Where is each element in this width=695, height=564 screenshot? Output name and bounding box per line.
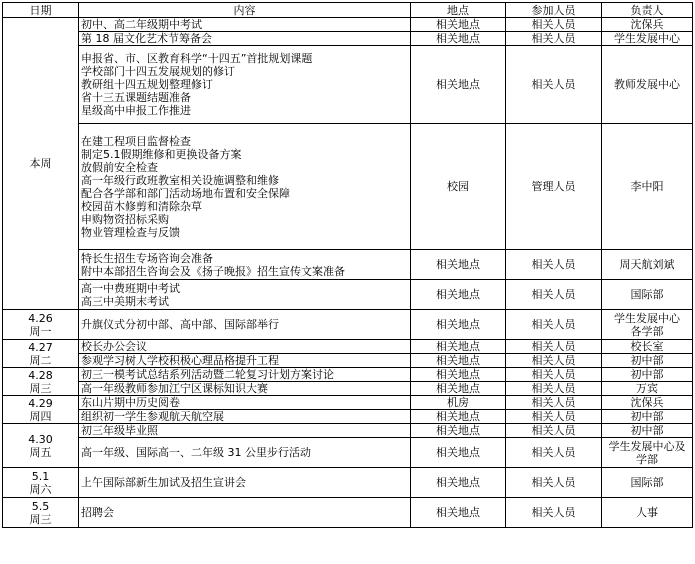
content-cell <box>79 368 411 382</box>
owner-line: 国际部 <box>630 288 664 301</box>
date-label: 5.5 <box>31 499 50 513</box>
place-cell: 机房 <box>411 396 506 410</box>
weekday-label: 周三 <box>29 381 52 395</box>
content-line: 高一年级、国际高一、二年级 31 公里步行活动 <box>81 446 311 459</box>
content-cell <box>79 382 411 396</box>
date-cell <box>3 468 79 498</box>
place-cell: 相关地点 <box>411 310 506 340</box>
place-cell: 相关地点 <box>411 468 506 498</box>
content-line: 上午国际部新生加试及招生宣讲会 <box>81 476 246 489</box>
owner-cell <box>602 368 693 382</box>
weekday-label: 周六 <box>29 482 52 496</box>
owner-cell <box>602 396 693 410</box>
content-cell <box>79 354 411 368</box>
owner-line: 万宾 <box>636 382 658 395</box>
owner-cell <box>602 498 693 528</box>
content-line: 教研组十四五规划整理修订 <box>81 78 213 91</box>
content-cell <box>79 410 411 424</box>
owner-cell <box>602 424 693 438</box>
table-row <box>3 280 693 310</box>
content-line: 制定5.1假期维修和更换设备方案 <box>81 147 242 161</box>
date-cell <box>3 498 79 528</box>
header-place: 地点 <box>411 3 506 18</box>
header-row <box>3 3 693 18</box>
content-cell <box>79 280 411 310</box>
participants-cell: 相关人员 <box>506 368 602 382</box>
content-cell <box>79 32 411 46</box>
table-row <box>3 46 693 124</box>
owner-line: 李中阳 <box>630 180 664 193</box>
content-line: 配合各学部和部门活动场地布置和安全保障 <box>81 186 290 200</box>
owner-line: 周天航刘斌 <box>619 258 675 271</box>
place-cell: 相关地点 <box>411 250 506 280</box>
content-line: 东山片期中历史阅卷 <box>81 396 180 409</box>
weekday-label: 周五 <box>29 445 52 459</box>
date-cell <box>3 368 79 396</box>
owner-cell <box>602 340 693 354</box>
place-cell: 相关地点 <box>411 368 506 382</box>
content-line: 初中、高二年级期中考试 <box>81 18 202 31</box>
content-line: 初三一模考试总结系列活动暨二轮复习计划方案讨论 <box>81 368 334 381</box>
weekday-label: 周一 <box>29 324 52 338</box>
content-line: 高三中美期末考试 <box>81 294 169 308</box>
table-row <box>3 396 693 410</box>
place-cell: 相关地点 <box>411 498 506 528</box>
date-cell <box>3 424 79 468</box>
date-cell <box>3 340 79 368</box>
table-row <box>3 32 693 46</box>
content-line: 参观学习树人学校积极心理品格提升工程 <box>81 354 279 367</box>
owner-line: 教师发展中心 <box>614 78 680 91</box>
owner-line: 初中部 <box>630 368 664 381</box>
date-cell <box>3 396 79 424</box>
content-line: 申购物资招标采购 <box>81 212 169 226</box>
content-line: 省十三五课题结题准备 <box>81 91 191 104</box>
content-cell <box>79 438 411 468</box>
table-row <box>3 424 693 438</box>
weekday-label: 周二 <box>29 353 52 367</box>
schedule-body <box>3 18 693 528</box>
owner-cell <box>602 124 693 250</box>
content-cell <box>79 46 411 124</box>
date-label: 5.1 <box>31 469 50 483</box>
date-label: 4.29 <box>28 396 53 410</box>
content-line: 在建工程项目监督检查 <box>81 134 191 148</box>
header-content: 内容 <box>79 3 411 18</box>
participants-cell: 相关人员 <box>506 498 602 528</box>
content-line: 组织初一学生参观航天航空展 <box>81 410 224 423</box>
date-label: 4.26 <box>28 311 53 325</box>
date-label: 4.30 <box>28 432 53 446</box>
table-row <box>3 250 693 280</box>
participants-cell: 相关人员 <box>506 46 602 124</box>
owner-cell <box>602 354 693 368</box>
place-cell: 相关地点 <box>411 46 506 124</box>
weekday-label: 周三 <box>29 512 52 526</box>
owner-line: 国际部 <box>630 476 664 489</box>
content-line: 高一年级行政班教室相关设施调整和维修 <box>81 173 279 187</box>
table-row <box>3 468 693 498</box>
date-cell <box>3 310 79 340</box>
content-cell <box>79 396 411 410</box>
table-row <box>3 498 693 528</box>
owner-cell <box>602 468 693 498</box>
content-line: 初三年级毕业照 <box>81 424 158 437</box>
owner-line: 初中部 <box>630 424 664 437</box>
owner-line: 学生发展中心 <box>614 311 680 325</box>
content-cell <box>79 424 411 438</box>
place-cell: 相关地点 <box>411 354 506 368</box>
content-line: 物业管理检查与反馈 <box>81 225 180 239</box>
content-cell <box>79 18 411 32</box>
owner-cell <box>602 46 693 124</box>
owner-line: 人事 <box>636 506 658 519</box>
content-line: 升旗仪式分初中部、高中部、国际部举行 <box>81 318 279 331</box>
content-cell <box>79 340 411 354</box>
content-line: 星级高中申报工作推进 <box>81 104 191 117</box>
owner-line: 沈保兵 <box>630 396 664 409</box>
participants-cell: 相关人员 <box>506 18 602 32</box>
table-row <box>3 410 693 424</box>
participants-cell: 相关人员 <box>506 424 602 438</box>
owner-line: 初中部 <box>630 410 664 423</box>
table-row <box>3 124 693 250</box>
table-row <box>3 368 693 382</box>
participants-cell: 相关人员 <box>506 32 602 46</box>
place-cell: 相关地点 <box>411 18 506 32</box>
content-cell <box>79 310 411 340</box>
content-cell <box>79 498 411 528</box>
participants-cell: 相关人员 <box>506 468 602 498</box>
participants-cell: 相关人员 <box>506 280 602 310</box>
participants-cell: 相关人员 <box>506 250 602 280</box>
owner-line: 学部 <box>636 452 658 466</box>
owner-line: 初中部 <box>630 354 664 367</box>
owner-cell <box>602 32 693 46</box>
schedule-table <box>2 2 693 528</box>
content-line: 高一年级教师参加江宁区课标知识大赛 <box>81 382 268 395</box>
content-cell <box>79 250 411 280</box>
owner-line: 沈保兵 <box>630 18 664 31</box>
date-cell-this-week: 本周 <box>3 18 79 310</box>
owner-cell <box>602 382 693 396</box>
owner-line: 校长室 <box>630 340 664 353</box>
participants-cell: 管理人员 <box>506 124 602 250</box>
content-line: 校长办公会议 <box>81 340 147 353</box>
participants-cell: 相关人员 <box>506 354 602 368</box>
table-row <box>3 354 693 368</box>
table-row <box>3 438 693 468</box>
place-cell: 相关地点 <box>411 280 506 310</box>
place-cell: 相关地点 <box>411 340 506 354</box>
participants-cell: 相关人员 <box>506 410 602 424</box>
place-cell: 相关地点 <box>411 410 506 424</box>
content-line: 申报省、市、区教育科学“十四五”首批规划课题 <box>81 52 313 65</box>
table-row <box>3 382 693 396</box>
weekday-label: 周四 <box>29 409 52 423</box>
owner-cell <box>602 310 693 340</box>
place-cell: 相关地点 <box>411 424 506 438</box>
date-label: 4.28 <box>28 368 53 382</box>
table-row <box>3 340 693 354</box>
owner-line: 各学部 <box>630 324 664 338</box>
content-line: 特长生招生专场咨询会准备 <box>81 251 213 265</box>
date-label: 4.27 <box>28 340 53 354</box>
owner-cell <box>602 18 693 32</box>
content-cell <box>79 468 411 498</box>
content-line: 高一中费班期中考试 <box>81 281 180 295</box>
owner-line: 学生发展中心及 <box>608 439 686 453</box>
participants-cell: 相关人员 <box>506 382 602 396</box>
owner-cell <box>602 410 693 424</box>
owner-cell <box>602 438 693 468</box>
content-line: 放假前安全检查 <box>81 160 158 174</box>
place-cell: 相关地点 <box>411 438 506 468</box>
header-participants: 参加人员 <box>506 3 602 18</box>
content-line: 招聘会 <box>81 506 114 519</box>
table-row <box>3 310 693 340</box>
owner-cell <box>602 280 693 310</box>
content-line: 校园苗木修剪和清除杂草 <box>81 199 202 213</box>
participants-cell: 相关人员 <box>506 340 602 354</box>
owner-cell <box>602 250 693 280</box>
place-cell: 相关地点 <box>411 382 506 396</box>
content-cell <box>79 124 411 250</box>
header-owner: 负责人 <box>602 3 693 18</box>
participants-cell: 相关人员 <box>506 438 602 468</box>
participants-cell: 相关人员 <box>506 396 602 410</box>
content-line: 第 18 届文化艺术节筹备会 <box>81 32 212 45</box>
table-row <box>3 18 693 32</box>
participants-cell: 相关人员 <box>506 310 602 340</box>
content-line: 附中本部招生咨询会及《扬子晚报》招生宣传文案准备 <box>81 264 345 278</box>
place-cell: 校园 <box>411 124 506 250</box>
header-date: 日期 <box>3 3 79 18</box>
owner-line: 学生发展中心 <box>614 32 680 45</box>
content-line: 学校部门十四五发展规划的修订 <box>81 65 235 78</box>
place-cell: 相关地点 <box>411 32 506 46</box>
